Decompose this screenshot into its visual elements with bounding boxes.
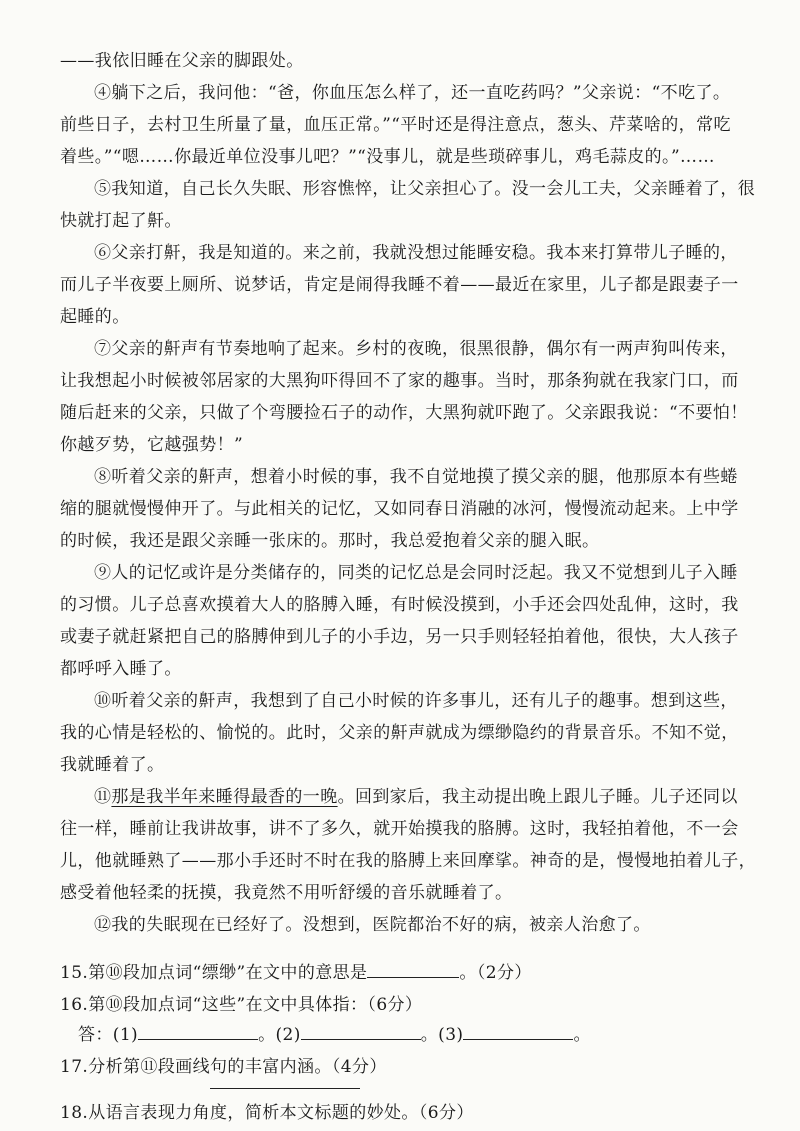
text-line: 快就打起了鼾。 bbox=[60, 211, 182, 231]
text-line: 都呼呼入睡了。 bbox=[60, 659, 182, 679]
text-line: ⑩听着父亲的鼾声，我想到了自己小时候的许多事儿，还有儿子的趣事。想到这些， bbox=[94, 691, 738, 711]
text-line: ⑨人的记忆或许是分类储存的，同类的记忆总是会同时泛起。我又不觉想到儿子入睡 bbox=[94, 563, 738, 583]
text-line: 往一样，睡前让我讲故事，讲不了多久，就开始摸我的胳膊。这时，我轻拍着他，不一会 bbox=[60, 819, 739, 839]
answer-blank-16-3[interactable] bbox=[463, 1021, 573, 1040]
text-line: 我就睡着了。 bbox=[60, 755, 165, 775]
answer-label: 答：(1) bbox=[78, 1025, 139, 1045]
text-line: 的习惯。儿子总喜欢摸着大人的胳膊入睡，有时候没摸到，小手还会四处乱伸，这时，我 bbox=[60, 595, 739, 615]
text-line: 缩的腿就慢慢伸开了。与此相关的记忆，又如同春日消融的冰河，慢慢流动起来。上中学 bbox=[60, 499, 739, 519]
text-line: ⑤我知道，自己长久失眠、形容憔悴，让父亲担心了。没一会儿工夫，父亲睡着了，很 bbox=[94, 179, 756, 199]
text-line: 前些日子，去村卫生所量了量，血压正常。”“平时还是得注意点，葱头、芹菜啥的，常吃 bbox=[60, 115, 731, 135]
text-line: 的时候，我还是跟父亲睡一张床的。那时，我总爱抱着父亲的腿入眠。 bbox=[60, 531, 600, 551]
text-line: 儿，他就睡熟了——那小手还时不时在我的胳膊上来回摩挲。神奇的是，慢慢地拍着儿子， bbox=[60, 851, 756, 871]
answer-blank-16-1[interactable] bbox=[138, 1021, 258, 1040]
question-16-answers bbox=[78, 1020, 760, 1050]
answer-blank-16-2[interactable] bbox=[301, 1021, 421, 1040]
question-15-score: 。（2分） bbox=[459, 963, 532, 983]
question-16: 16.第⑩段加点词“这些”在文中具体指：（6分） bbox=[60, 995, 423, 1015]
question-15-text: 15.第⑩段加点词“缥缈”在文中的意思是 bbox=[60, 963, 368, 983]
question-18: 18.从语言表现力角度，简析本文标题的妙处。（6分） bbox=[60, 1103, 474, 1123]
underlined-sentence: 那是我半年来睡得最香的一晚 bbox=[111, 787, 338, 807]
text-line: ⑫我的失眠现在已经好了。没想到，医院都治不好的病，被亲人治愈了。 bbox=[94, 915, 651, 935]
text-line: 而儿子半夜要上厕所、说梦话，肯定是闹得我睡不着——最近在家里，儿子都是跟妻子一 bbox=[60, 275, 739, 295]
text-line: 我的心情是轻松的、愉悦的。此时，父亲的鼾声就成为缥缈隐约的背景音乐。不知不觉， bbox=[60, 723, 739, 743]
paragraph-11-first-line bbox=[94, 782, 760, 812]
text-line: 你越歹势，它越强势！” bbox=[60, 435, 244, 455]
text-line: 着些。”“嗯……你最近单位没事儿吧？”“没事儿，就是些琐碎事儿，鸡毛蒜皮的。”…… bbox=[60, 147, 715, 167]
text-line: 或妻子就赶紧把自己的胳膊伸到儿子的小手边，另一只手则轻轻拍着他，很快，大人孩子 bbox=[60, 627, 739, 647]
answer-label: 。 bbox=[573, 1025, 591, 1045]
question-17: 17.分析第⑪段画线句的丰富内涵。（4分） bbox=[60, 1057, 387, 1077]
answer-line-17[interactable] bbox=[210, 1088, 360, 1089]
text-line: ④躺下之后，我问他：“爸，你血压怎么样了，还一直吃药吗？”父亲说：“不吃了。 bbox=[94, 83, 731, 103]
answer-label: 。(3) bbox=[420, 1025, 464, 1045]
text-line: ⑥父亲打鼾，我是知道的。来之前，我就没想过能睡安稳。我本来打算带儿子睡的， bbox=[94, 243, 738, 263]
answer-blank-15[interactable] bbox=[367, 959, 459, 978]
paragraph-number: ⑪ bbox=[94, 787, 112, 807]
answer-label: 。(2) bbox=[258, 1025, 301, 1045]
text-line: 让我想起小时候被邻居家的大黑狗吓得回不了家的趣事。当时，那条狗就在我家门口，而 bbox=[60, 371, 739, 391]
question-15 bbox=[60, 958, 760, 988]
text-line: 随后赶来的父亲，只做了个弯腰捡石子的动作，大黑狗就吓跑了。父亲跟我说：“不要怕！ bbox=[60, 403, 748, 423]
text-line: 感受着他轻柔的抚摸，我竟然不用听舒缓的音乐就睡着了。 bbox=[60, 883, 513, 903]
text-line: ⑦父亲的鼾声有节奏地响了起来。乡村的夜晚，很黑很静，偶尔有一两声狗叫传来， bbox=[94, 339, 738, 359]
text-line: ——我依旧睡在父亲的脚跟处。 bbox=[60, 51, 304, 71]
text-line: 起睡的。 bbox=[60, 307, 130, 327]
text-span: 。回到家后，我主动提出晚上跟儿子睡。儿子还同以 bbox=[337, 787, 738, 807]
text-line: ⑧听着父亲的鼾声，想着小时候的事，我不自觉地摸了摸父亲的腿，他那原本有些蜷 bbox=[94, 467, 738, 487]
